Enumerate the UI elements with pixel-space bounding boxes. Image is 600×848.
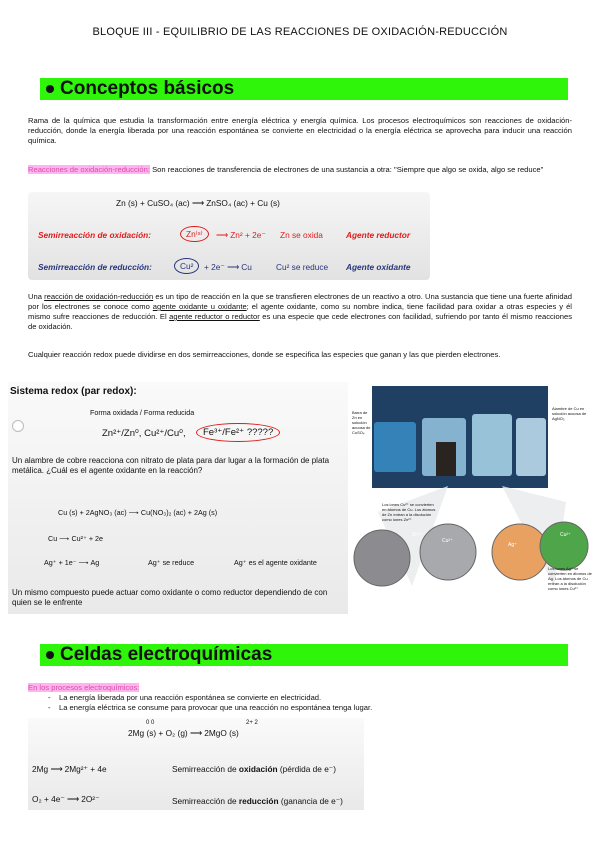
reducing-agent-label: Agente reductor <box>346 230 411 240</box>
beaker-label-left: Barra de Zn en solución acuosa de CuSO₄ <box>352 410 371 435</box>
beaker-label-mid: Los iones Cu²⁺ se convierten en átomos de Cu. Los átomos de Zn entran a la disolución como iones Zn²⁺ <box>382 502 436 522</box>
mg-ox-label <box>172 764 336 774</box>
p2-e: ; el agente oxidante, como su nombre indica, tiene facilidad para oxidar a otras especies y él mismo sufre reacciones de reducción. El <box>28 302 572 321</box>
cu-note: Cu² se reduce <box>276 262 329 272</box>
fe-pair: Fe³⁺/Fe²⁺ <box>203 427 245 438</box>
redox-pair-box <box>8 382 348 614</box>
beaker-4-icon <box>516 418 546 476</box>
list-item-text: La energía eléctrica se consume para provocar que una reacción no espontánea tenga lugar. <box>58 703 373 712</box>
mg-ox-label-a: Semirreacción de <box>172 764 239 774</box>
pin-icon <box>12 420 24 432</box>
mg-ox-bold: oxidación <box>238 764 278 774</box>
redox-figure <box>28 192 430 280</box>
processes-block <box>28 683 572 713</box>
ox-half-label: Semirreacción de oxidación: <box>38 230 151 240</box>
oxidizing-agent-label: Agente oxidante <box>346 262 411 272</box>
cu-species: Cu² <box>174 258 199 274</box>
unknown-pair: ????? <box>246 427 274 438</box>
redox-term: Reacciones de oxidación-reducción: <box>28 165 150 174</box>
beaker-3-icon <box>472 414 512 476</box>
ion-ag: Ag⁺ <box>508 542 517 548</box>
section-title: Celdas electroquímicas <box>60 644 273 665</box>
red-half-label: Semirreacción de reducción: <box>38 262 152 272</box>
cu-ions-zoom <box>540 522 588 570</box>
red-reactants: + 2e⁻ ⟶ Cu <box>204 262 252 272</box>
zn-atoms-zoom <box>354 530 410 586</box>
cu-agno3-equation: Cu (s) + 2AgNO₃ (ac) ⟶ Cu(NO₃)₂ (ac) + 2Ag (s) <box>58 508 218 517</box>
intro-paragraph: Rama de la química que estudia la transformación entre energía eléctrica y energía química. Los procesos electroquímicos son reacciones de oxidación-reducción, donde la energía liberada por una reacción espontánea se convierte en electricidad o la energía eléctrica se aprovecha para inducir una reacción química. <box>28 116 572 145</box>
list-item: - La energía liberada por una reacción espontánea se convierte en electricidad. <box>48 693 322 702</box>
list-item-text: La energía liberada por una reacción espontánea se convierte en electricidad. <box>58 693 322 702</box>
ion-zn: Zn²⁺ <box>412 532 423 538</box>
question-text: Un alambre de cobre reacciona con nitrato de plata para dar lugar a la formación de plata metálica. ¿Cuál es el agente oxidante en la reacción? <box>12 456 330 475</box>
beaker-label-bottom-right: Los iones Ag⁺ se convierten en átomos de Ag. Los átomos de Cu entran a la disolución como iones Cu²⁺ <box>548 566 592 591</box>
bullet-icon <box>46 85 54 93</box>
zn-note: Zn se oxida <box>280 230 323 240</box>
o2-red-bold: reducción <box>238 796 279 806</box>
section-title: Conceptos básicos <box>60 78 235 99</box>
ag-half-equation: Ag⁺ + 1e⁻ ⟶ Ag <box>44 558 100 567</box>
page-header: BLOQUE III - EQUILIBRIO DE LAS REACCIONES DE OXIDACIÓN-REDUCCIÓN <box>92 26 508 38</box>
beaker-label-right: Alambre de Cu en solución acuosa de AgNO₃ <box>552 406 587 421</box>
ag-atoms-zoom <box>492 524 548 580</box>
redox-explanation <box>28 292 572 332</box>
ag-reduced-note: Ag⁺ se reduce <box>148 558 195 567</box>
ag-oxidant-note: Ag⁺ es el agente oxidante <box>234 558 317 567</box>
mg-ox-tail: (pérdida de e⁻) <box>277 764 336 774</box>
ox-states-b: 2+ 2 <box>246 720 258 726</box>
fe-pair-circled <box>196 423 280 442</box>
redox-definition <box>28 165 572 175</box>
ion-cu-b: Cu²⁺ <box>560 532 571 538</box>
bullet-icon <box>46 651 54 659</box>
o2-red-tail: (ganancia de e⁻) <box>278 796 343 806</box>
ox-states-a: 0 0 <box>146 720 155 726</box>
processes-list <box>48 693 572 713</box>
redox-footer: Un mismo compuesto puede actuar como oxidante o como reductor dependiendo de con quien se le enfrente <box>12 588 328 607</box>
half-reaction-paragraph: Cualquier reacción redox puede dividirse en dos semirreacciones, donde se especifica las especies que ganan y las que pierden electrones. <box>28 350 501 359</box>
section-conceptos <box>40 78 568 100</box>
processes-label: En los procesos electroquímicos: <box>28 683 140 692</box>
beakers-illustration <box>352 382 592 614</box>
beaker-1-icon <box>374 422 416 472</box>
section-celdas <box>40 644 568 666</box>
redox-subtitle: Forma oxidada / Forma reducida <box>90 408 195 417</box>
p2-c: es un tipo de reacción en la que se transfieren electrones de un reactivo a otro. Una sustancia que tiene una fuerte afinidad por los electrones se conoce como <box>28 292 572 311</box>
zn-cuso4-equation: Zn (s) + CuSO₄ (ac) ⟶ ZnSO₄ (ac) + Cu (s) <box>116 198 280 208</box>
mg-equation: 2Mg (s) + O₂ (g) ⟶ 2MgO (s) <box>128 728 239 738</box>
p2-reductant: agente reductor o reductor <box>169 312 260 321</box>
o2-red-label-a: Semirreacción de <box>172 796 239 806</box>
redox-pairs: Zn²⁺/Zn⁰, Cu²⁺/Cu⁰, <box>102 428 186 439</box>
ox-products: ⟶ Zn² + 2e⁻ <box>216 230 266 240</box>
redox-box-title: Sistema redox (par redox): <box>10 386 137 397</box>
p2-g: es una especie que cede electrones con facilidad, sufriendo por tanto él mismo reacciones de oxidación. <box>28 312 572 331</box>
p2-term: reacción de oxidación-reducción <box>44 292 154 301</box>
p2-a: Una <box>28 292 45 301</box>
redox-def-text: Son reacciones de transferencia de electrones de una sustancia a otra: "Siempre que algo se oxida, algo se reduce" <box>150 165 544 174</box>
p2-oxidant: agente oxidante u oxidante <box>152 302 247 311</box>
o2-red-label <box>172 796 343 806</box>
zn-bar-icon <box>436 442 456 476</box>
list-item: - La energía eléctrica se consume para provocar que una reacción no espontánea tenga lugar. <box>48 703 373 712</box>
mg-figure <box>28 718 364 810</box>
cu-half-equation: Cu ⟶ Cu²⁺ + 2e <box>48 534 104 543</box>
mg-half-equation: 2Mg ⟶ 2Mg²⁺ + 4e <box>32 764 107 774</box>
ion-cu-a: Cu²⁺ <box>442 538 453 544</box>
zn-species: Zn⁽ˢ⁾ <box>180 226 209 242</box>
cu-atoms-zoom <box>420 524 476 580</box>
o2-half-equation: O₂ + 4e⁻ ⟶ 2O²⁻ <box>32 794 100 804</box>
